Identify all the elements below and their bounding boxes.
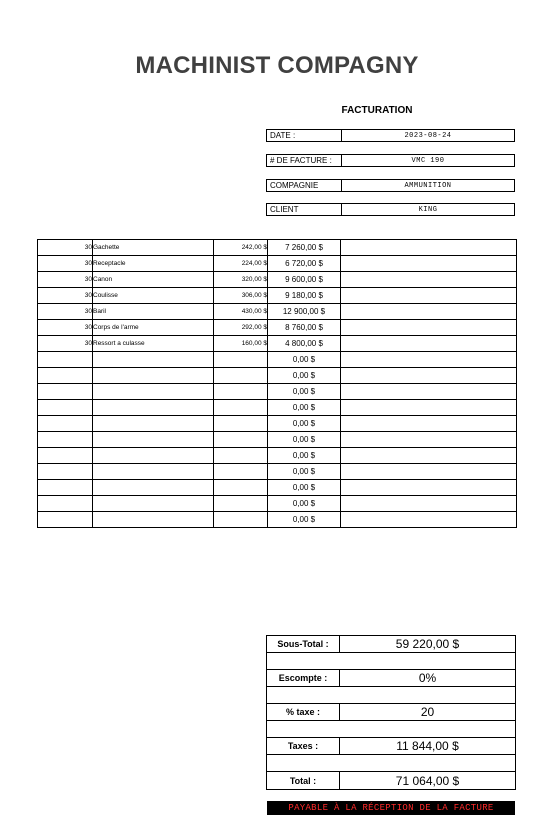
item-qty bbox=[38, 352, 93, 368]
item-qty: 30 bbox=[38, 240, 93, 256]
item-extra-cell bbox=[341, 400, 517, 416]
item-row bbox=[38, 336, 517, 352]
subtotal-row bbox=[267, 636, 515, 653]
item-line-total: 7 260,00 $ bbox=[268, 240, 341, 256]
item-line-total: 0,00 $ bbox=[268, 352, 341, 368]
date-value: 2023-08-24 bbox=[341, 130, 514, 141]
total-row bbox=[267, 772, 515, 789]
subtotal-value: 59 220,00 $ bbox=[395, 637, 460, 651]
item-unit-price bbox=[214, 496, 268, 512]
item-row bbox=[38, 288, 517, 304]
discount-row bbox=[267, 670, 515, 687]
item-extra-cell bbox=[341, 272, 517, 288]
item-line-total: 0,00 $ bbox=[268, 384, 341, 400]
item-row bbox=[38, 304, 517, 320]
item-description bbox=[93, 368, 214, 384]
item-line-total: 0,00 $ bbox=[268, 464, 341, 480]
item-extra-cell bbox=[341, 480, 517, 496]
item-unit-price bbox=[214, 432, 268, 448]
item-qty bbox=[38, 416, 93, 432]
total-label: Total : bbox=[267, 772, 340, 789]
item-line-total: 0,00 $ bbox=[268, 496, 341, 512]
tax-rate-value: 20 bbox=[420, 705, 435, 719]
item-line-total: 0,00 $ bbox=[268, 400, 341, 416]
item-qty bbox=[38, 512, 93, 528]
item-line-total: 0,00 $ bbox=[268, 416, 341, 432]
item-unit-price bbox=[214, 480, 268, 496]
discount-label: Escompte : bbox=[267, 670, 340, 686]
item-unit-price bbox=[214, 368, 268, 384]
item-extra-cell bbox=[341, 256, 517, 272]
item-unit-price: 430,00 $ bbox=[214, 304, 268, 320]
invoice-number-label: # DE FACTURE : bbox=[270, 156, 332, 165]
item-line-total: 0,00 $ bbox=[268, 512, 341, 528]
item-qty: 30 bbox=[38, 272, 93, 288]
item-extra-cell bbox=[341, 336, 517, 352]
item-line-total: 6 720,00 $ bbox=[268, 256, 341, 272]
invoice-number-value: VMC 190 bbox=[341, 155, 514, 166]
item-line-total: 4 800,00 $ bbox=[268, 336, 341, 352]
item-extra-cell bbox=[341, 512, 517, 528]
item-extra-cell bbox=[341, 368, 517, 384]
item-line-total: 9 180,00 $ bbox=[268, 288, 341, 304]
item-description bbox=[93, 384, 214, 400]
date-row bbox=[266, 129, 515, 142]
invoice-number-row bbox=[266, 154, 515, 167]
item-description bbox=[93, 448, 214, 464]
item-line-total: 0,00 $ bbox=[268, 368, 341, 384]
item-unit-price bbox=[214, 384, 268, 400]
item-qty bbox=[38, 448, 93, 464]
item-unit-price: 160,00 $ bbox=[214, 336, 268, 352]
date-label: DATE : bbox=[270, 131, 296, 140]
item-description bbox=[93, 496, 214, 512]
item-line-total: 9 600,00 $ bbox=[268, 272, 341, 288]
item-row bbox=[38, 272, 517, 288]
item-unit-price: 292,00 $ bbox=[214, 320, 268, 336]
item-row bbox=[38, 448, 517, 464]
item-unit-price: 242,00 $ bbox=[214, 240, 268, 256]
taxes-label: Taxes : bbox=[267, 738, 340, 754]
item-unit-price: 224,00 $ bbox=[214, 256, 268, 272]
item-line-total: 0,00 $ bbox=[268, 432, 341, 448]
item-unit-price bbox=[214, 416, 268, 432]
client-row bbox=[266, 203, 515, 216]
item-extra-cell bbox=[341, 416, 517, 432]
item-description: Gachette bbox=[93, 240, 214, 256]
item-description bbox=[93, 512, 214, 528]
item-unit-price bbox=[214, 352, 268, 368]
item-description: Corps de l'arme bbox=[93, 320, 214, 336]
item-description bbox=[93, 432, 214, 448]
payment-terms-banner: PAYABLE À LA RÉCEPTION DE LA FACTURE bbox=[267, 801, 515, 815]
item-extra-cell bbox=[341, 352, 517, 368]
item-qty: 30 bbox=[38, 256, 93, 272]
item-description: Receptacle bbox=[93, 256, 214, 272]
item-description bbox=[93, 464, 214, 480]
item-extra-cell bbox=[341, 432, 517, 448]
company-row bbox=[266, 179, 515, 192]
item-qty: 30 bbox=[38, 320, 93, 336]
item-qty bbox=[38, 496, 93, 512]
item-unit-price: 320,00 $ bbox=[214, 272, 268, 288]
item-unit-price: 306,00 $ bbox=[214, 288, 268, 304]
client-value: KING bbox=[341, 204, 514, 215]
item-row bbox=[38, 368, 517, 384]
item-row bbox=[38, 400, 517, 416]
item-row bbox=[38, 320, 517, 336]
tax-rate-row bbox=[267, 704, 515, 721]
item-row bbox=[38, 464, 517, 480]
item-row bbox=[38, 352, 517, 368]
client-label: CLIENT bbox=[270, 205, 299, 214]
item-extra-cell bbox=[341, 320, 517, 336]
item-row bbox=[38, 240, 517, 256]
item-row bbox=[38, 480, 517, 496]
spacer-row bbox=[267, 653, 515, 670]
item-description: Baril bbox=[93, 304, 214, 320]
item-qty: 30 bbox=[38, 288, 93, 304]
item-qty bbox=[38, 368, 93, 384]
item-row bbox=[38, 432, 517, 448]
item-line-total: 0,00 $ bbox=[268, 480, 341, 496]
item-line-total: 8 760,00 $ bbox=[268, 320, 341, 336]
total-value: 71 064,00 $ bbox=[395, 773, 460, 788]
company-label: COMPAGNIE bbox=[270, 181, 319, 190]
item-row bbox=[38, 512, 517, 528]
item-line-total: 12 900,00 $ bbox=[268, 304, 341, 320]
item-description: Ressort a culasse bbox=[93, 336, 214, 352]
item-qty: 30 bbox=[38, 336, 93, 352]
item-extra-cell bbox=[341, 304, 517, 320]
discount-value: 0% bbox=[418, 671, 437, 685]
taxes-row bbox=[267, 738, 515, 755]
item-extra-cell bbox=[341, 288, 517, 304]
item-line-total: 0,00 $ bbox=[268, 448, 341, 464]
item-qty bbox=[38, 480, 93, 496]
item-description bbox=[93, 480, 214, 496]
totals-box bbox=[266, 635, 516, 790]
item-description bbox=[93, 400, 214, 416]
item-extra-cell bbox=[341, 496, 517, 512]
item-extra-cell bbox=[341, 240, 517, 256]
item-qty bbox=[38, 400, 93, 416]
item-qty: 30 bbox=[38, 304, 93, 320]
item-unit-price bbox=[214, 464, 268, 480]
tax-rate-label: % taxe : bbox=[267, 704, 340, 720]
document-type: FACTURATION bbox=[341, 105, 413, 116]
spacer-row bbox=[267, 755, 515, 772]
item-extra-cell bbox=[341, 384, 517, 400]
item-unit-price bbox=[214, 400, 268, 416]
item-description bbox=[93, 416, 214, 432]
item-qty bbox=[38, 384, 93, 400]
spacer-row bbox=[267, 687, 515, 704]
item-row bbox=[38, 496, 517, 512]
item-unit-price bbox=[214, 448, 268, 464]
subtotal-label: Sous-Total : bbox=[267, 636, 340, 652]
company-title: MACHINIST COMPAGNY bbox=[135, 52, 419, 79]
item-extra-cell bbox=[341, 464, 517, 480]
item-extra-cell bbox=[341, 448, 517, 464]
items-table bbox=[37, 239, 517, 528]
taxes-value: 11 844,00 $ bbox=[396, 739, 459, 753]
spacer-row bbox=[267, 721, 515, 738]
item-row bbox=[38, 384, 517, 400]
company-value: AMMUNITION bbox=[341, 180, 514, 191]
item-description bbox=[93, 352, 214, 368]
item-row bbox=[38, 416, 517, 432]
item-qty bbox=[38, 432, 93, 448]
item-row bbox=[38, 256, 517, 272]
item-description: Coulisse bbox=[93, 288, 214, 304]
item-description: Canon bbox=[93, 272, 214, 288]
item-qty bbox=[38, 464, 93, 480]
item-unit-price bbox=[214, 512, 268, 528]
